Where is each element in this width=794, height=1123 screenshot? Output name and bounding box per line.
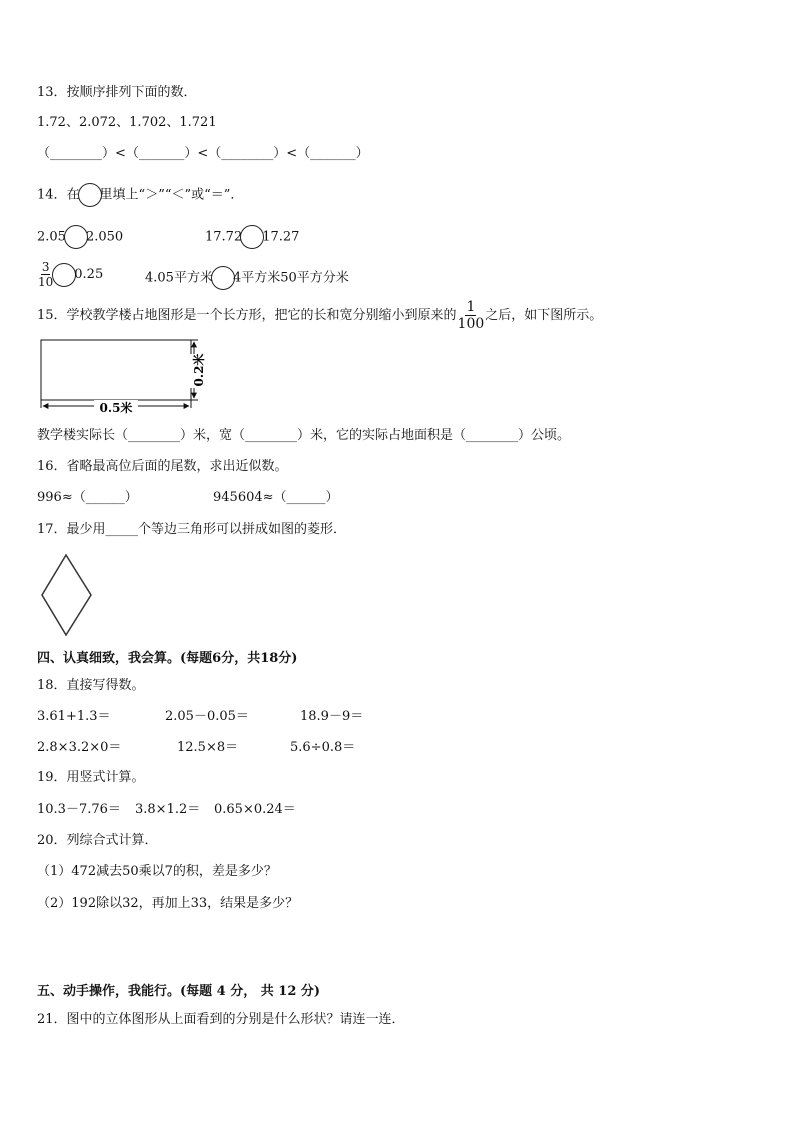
q14-suffix: 里填上“＞”“＜”或“＝”．: [99, 187, 244, 203]
q18-r1-2: 2.05－0.05＝: [165, 709, 249, 724]
q15-title: [37, 300, 602, 331]
q19-item-3: 0.65×0.24＝: [214, 802, 296, 817]
q18-r2-3: 5.6÷0.8＝: [290, 740, 356, 755]
q15-fraction: $\frac{1}{100}$: [457, 299, 485, 332]
section-5-heading: 五、动手操作，我能行。(每题 4 分， 共 12 分): [37, 984, 321, 999]
q17-title[interactable]: 17．最少用_____个等边三角形可以拼成如图的菱形．: [37, 522, 347, 537]
q14-a-left: 2.05: [37, 229, 66, 245]
q14-b-right: 17.27: [262, 229, 300, 245]
q14-c-fraction: $\frac{3}{10}$: [38, 260, 54, 289]
q21-title: 21．图中的立体图形从上面看到的分别是什么形状？请连一连．: [37, 1012, 405, 1027]
q14-a-right: 2.050: [85, 229, 124, 245]
q14-c-circle[interactable]: [52, 263, 76, 287]
q15-answer[interactable]: 教学楼实际长（________）米，宽（________）米，它的实际占地面积是（________）公顷。: [37, 428, 571, 443]
q15-prefix: 15．学校教学楼占地图形是一个长方形，把它的长和宽分别缩小到原来的: [37, 308, 457, 323]
q14-d-circle[interactable]: [211, 266, 235, 290]
q14-item-c: [37, 261, 103, 288]
q19-item-1: 10.3－7.76＝: [37, 802, 121, 817]
q16-title: 16．省略最高位后面的尾数，求出近似数。: [37, 459, 288, 474]
q19-title: 19．用竖式计算。: [37, 770, 145, 785]
q20-part-2: （2）192除以32，再加上33，结果是多少？: [37, 896, 299, 911]
q14-d-right: 4平方米50平方分米: [232, 270, 349, 286]
q13-title: 13．按顺序排列下面的数．: [37, 85, 197, 100]
q14-b-circle[interactable]: [240, 225, 264, 249]
q18-r2-2: 12.5×8＝: [177, 740, 239, 755]
rectangle-shape: [41, 340, 191, 400]
q14-title: [37, 183, 243, 207]
q14-b-left: 17.72: [205, 229, 243, 245]
rhombus-diagram: [40, 553, 100, 643]
section-4-heading: 四、认真细致，我会算。(每题6分，共18分): [37, 651, 298, 666]
q14-item-a: [37, 225, 123, 249]
q14-a-circle[interactable]: [64, 225, 88, 249]
q14-c-right: 0.25: [74, 267, 104, 282]
q15-suffix: 之后，如下图所示。: [485, 308, 603, 323]
q16-item-a[interactable]: 996≈（______）: [37, 490, 138, 505]
q18-r1-1: 3.61+1.3＝: [37, 709, 111, 724]
q14-prefix: 14．在: [37, 187, 80, 203]
q18-title: 18．直接写得数。: [37, 678, 145, 693]
q14-d-left: 4.05平方米: [145, 270, 213, 286]
height-label: 0.2米: [192, 353, 206, 387]
q13-answer-blanks[interactable]: （________）<（_______）<（________）<（_______）: [37, 146, 369, 161]
q20-part-1: （1）472减去50乘以7的积，差是多少？: [37, 864, 277, 879]
rectangle-diagram: [36, 336, 216, 416]
q19-item-2: 3.8×1.2＝: [135, 802, 201, 817]
q14-item-b: [205, 225, 299, 249]
q16-item-b[interactable]: 945604≈（______）: [213, 490, 339, 505]
comparison-circle-icon: [78, 183, 102, 207]
q18-r1-3: 18.9－9＝: [300, 709, 364, 724]
width-label: 0.5米: [99, 401, 133, 415]
q14-item-d: [145, 266, 349, 290]
q13-numbers: 1.72、2.072、1.702、1.721: [37, 115, 217, 130]
q20-title: 20．列综合式计算．: [37, 833, 158, 848]
q18-r2-1: 2.8×3.2×0＝: [37, 740, 122, 755]
rhombus-shape: [42, 555, 91, 635]
